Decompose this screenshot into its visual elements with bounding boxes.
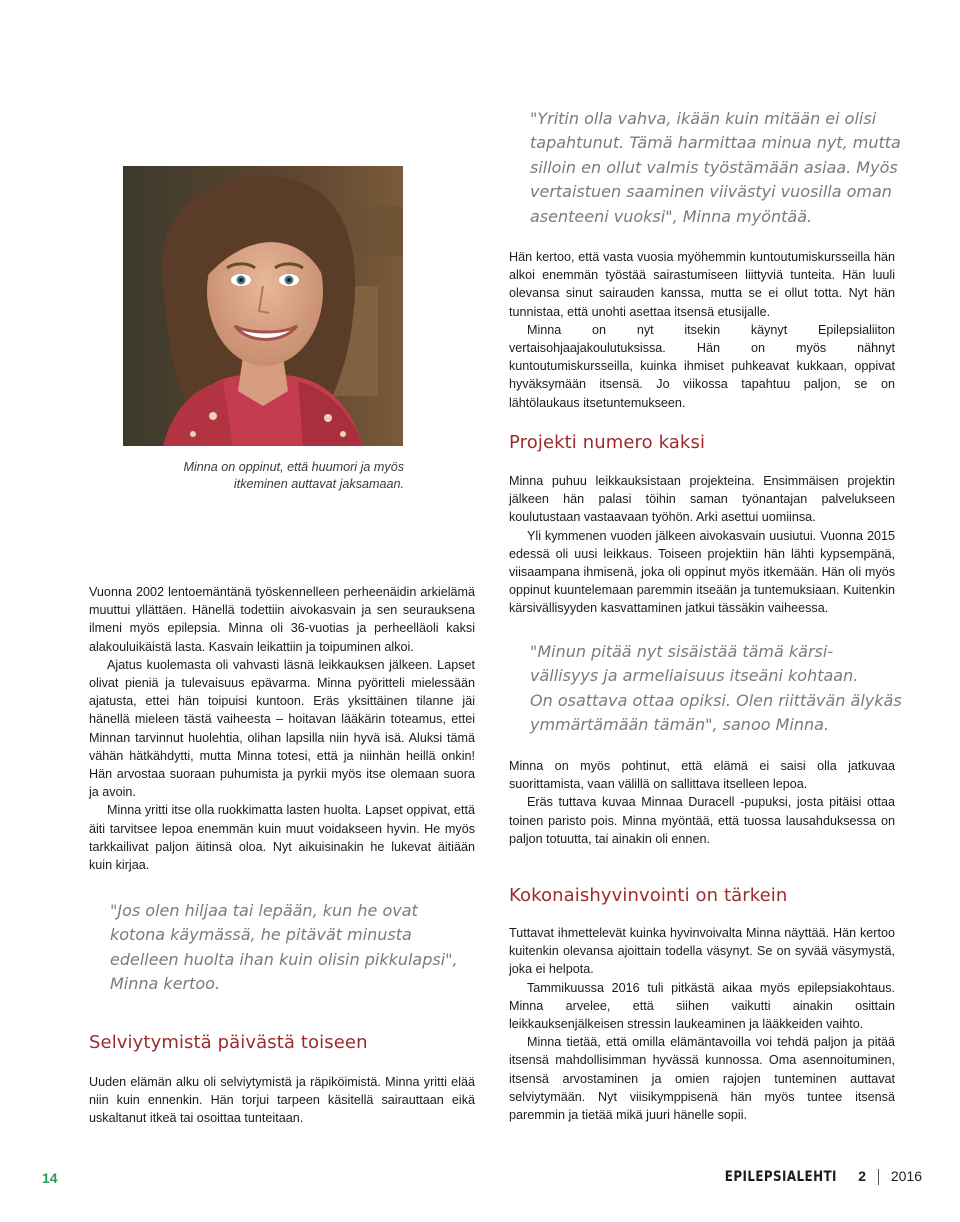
after-quote-text [509,757,895,848]
paragraph: Minna puhuu leikkauksistaan projekteina. Ensimmäisen projektin jälkeen hän palasi töihin saman työnantajan palvelukseen koulutustaan vastaavaan työhön. Arki asettui uomiinsa. [509,474,895,525]
issue-number: 2 [858,1168,867,1184]
paragraph: Minna tietää, että omilla elämäntavoilla voi tehdä paljon ja pitää itsensä mahdollisimman hyvässä kunnossa. Oma asennoituminen, itsensä arvostaminen ja omien rajojen tunteminen auttavat selviytymään. Nyt viisikymppisenä hän myös tuntee itsensä paremmin ja tietää mikä juuri hänelle sopii. [509,1035,895,1123]
paragraph: Eräs tuttava kuvaa Minnaa Duracell -pupuksi, josta pitäisi ottaa toinen paristo pois. Minna myöntää, että tuossa lausahduksessa on paljon totuutta, tai ainakin oli ennen. [509,795,895,846]
footer-divider [878,1169,879,1185]
section-heading-projekti: Projekti numero kaksi [509,432,706,453]
quote-line: Minna kertoo. [110,974,221,994]
footer-magazine-info [705,1168,922,1185]
quote-line: vällisyys ja armeliaisuus itseäni kohtaan. [530,666,859,686]
quote-line: "Yritin olla vahva, ikään kuin mitään ei olisi [530,109,877,128]
caption-line: itkeminen auttavat jaksamaan. [233,477,404,491]
quote-line: tapahtunut. Tämä harmittaa minua nyt, mutta [530,133,901,153]
paragraph: Vuonna 2002 lentoemäntänä työskennelleen perheenäidin arkielämä muuttui yllättäen. Hänellä todettiin aivokasvain ja sen seurauksena ilmeni myös epilepsia. Minna oli 36-vuotias ja perheelläoli kaksi alakouluikäistä lasta. Kasvain leikattiin ja toipuminen alkoi. [89,585,475,654]
top-pull-quote [530,107,910,229]
paragraph: Minna on nyt itsekin käynyt Epilepsialiiton vertaisohjaajakoulutuksissa. Hän on myös nähnyt kuntoutumiskursseilla, kuinka ihmiset puhkeavat kukkaan, oppivat hyväksymään itsensä. Jo viikossa tapahtuu paljon, se on lähtölaukaus itsetuntemukseen. [509,322,895,410]
quote-line: vertaistuen saaminen viivästyi vuosilla oman [530,182,892,202]
issue-year: 2016 [890,1168,922,1184]
quote-line: "Jos olen hiljaa tai lepään, kun he ovat [110,901,418,920]
portrait-photo [123,166,403,446]
kokonaishyvinvointi-text [509,924,895,1124]
right-pull-quote [530,640,910,738]
quote-line: kotona käymässä, he pitävät minusta [110,925,412,945]
quote-line: silloin en ollut valmis työstämään asiaa. Myös [530,157,898,177]
magazine-name: EPILEPSIALEHTI [724,1169,837,1185]
photo-caption [123,459,404,493]
section-heading-kokonaishyvinvointi: Kokonaishyvinvointi on tärkein [509,885,788,906]
quote-line: "Minun pitää nyt sisäistää tämä kärsi- [530,642,834,661]
quote-line: asenteeni vuoksi", Minna myöntää. [530,206,813,226]
section-heading-selviytyminen: Selviytymistä päivästä toiseen [89,1032,368,1053]
woman-portrait-image [123,166,403,446]
paragraph: Uuden elämän alku oli selviytymistä ja räpiköimistä. Minna yritti elää niin kuin ennenkin. Hän torjui tarpeen käsitellä sairauttaan eikä uskaltanut itkeä tai osoittaa tunteitaan. [89,1075,475,1126]
paragraph: Ajatus kuolemasta oli vahvasti läsnä leikkauksen jälkeen. Lapset olivat pieniä ja tulevaisuus epävarma. Minna pyöritteli mielessään ajatusta, ettei hän toipuisi kuntoon. Eräs yksittäinen tilanne jäi hänellä mieleen tästä vaiheesta – hoitavan lääkärin toteamus, ettei Minnan tarvinnut huolehtia, olihan lapsilla niin hyvä isä. Aluksi tämä vähän hätkähdytti, mutta Minna totesi, että ja niinhän heillä onkin! Hän arvostaa suoraan puhumista ja pyrkii myös itse olemaan suora ja avoin. [89,657,475,800]
left-pull-quote [110,899,470,997]
page-number: 14 [42,1170,58,1186]
projekti-text [509,472,895,618]
quote-line: edelleen huolta ihan kuin olisin pikkulapsi", [110,949,458,969]
paragraph: Tammikuussa 2016 tuli pitkästä aikaa myös epilepsiakohtaus. Minna arvelee, että siihen vaikutti ainakin osittain leikkauksenjälkeisen stressin laukeaminen ja lääkkeiden vaihto. [509,980,895,1032]
paragraph: Minna yritti itse olla ruokkimatta lasten huolta. Lapset oppivat, että äiti tarvitsee lepoa enemmän kuin muut voidakseen hyvin. He myös tarkkailivat paljon äitinsä oloa. Nyt aikuisinakin he lukevat äitiään kuin kirjaa. [89,803,475,873]
paragraph: Hän kertoo, että vasta vuosia myöhemmin kuntoutumiskursseilla hän alkoi enemmän työstää sairastumiseen liittyviä tunteita. Hän luuli olevansa sinut sairauden kanssa, mutta se ei ollut totta. Nyt hän tunnistaa, että unohti asettaa itsensä etusijalle. [509,250,895,319]
quote-line: ymmärtämään tämän", sanoo Minna. [530,715,830,735]
paragraph: Tuttavat ihmettelevät kuinka hyvinvoivalta Minna näyttää. Hän kertoo kuitenkin olevansa ajoittain todella väsynyt. Se on syvää väsymystä, joka ei helpota. [509,926,895,977]
paragraph: Minna on myös pohtinut, että elämä ei saisi olla jatkuvaa suorittamista, vaan välillä on sallittava itselleen lepoa. [509,759,895,792]
quote-line: On osattava ottaa opiksi. Olen riittävän älykäs [530,690,902,710]
paragraph: Yli kymmenen vuoden jälkeen aivokasvain uusiutui. Vuonna 2015 edessä oli uusi leikkaus. Toiseen projektiin hän lähti kypsempänä, viisaampana ihmisenä, joka oli oppinut myös itkemään. Hän oli myös oppinut kuuntelemaan paremmin itseään ja tuntemuksiaan. Kuitenkin kärsivällisyyden kasvattaminen jatkui tässäkin vaiheessa. [509,528,895,616]
left-body-text [89,583,475,874]
selviytyminen-text [89,1073,475,1128]
right-intro-text [509,248,895,412]
caption-line: Minna on oppinut, että huumori ja myös [183,460,404,474]
